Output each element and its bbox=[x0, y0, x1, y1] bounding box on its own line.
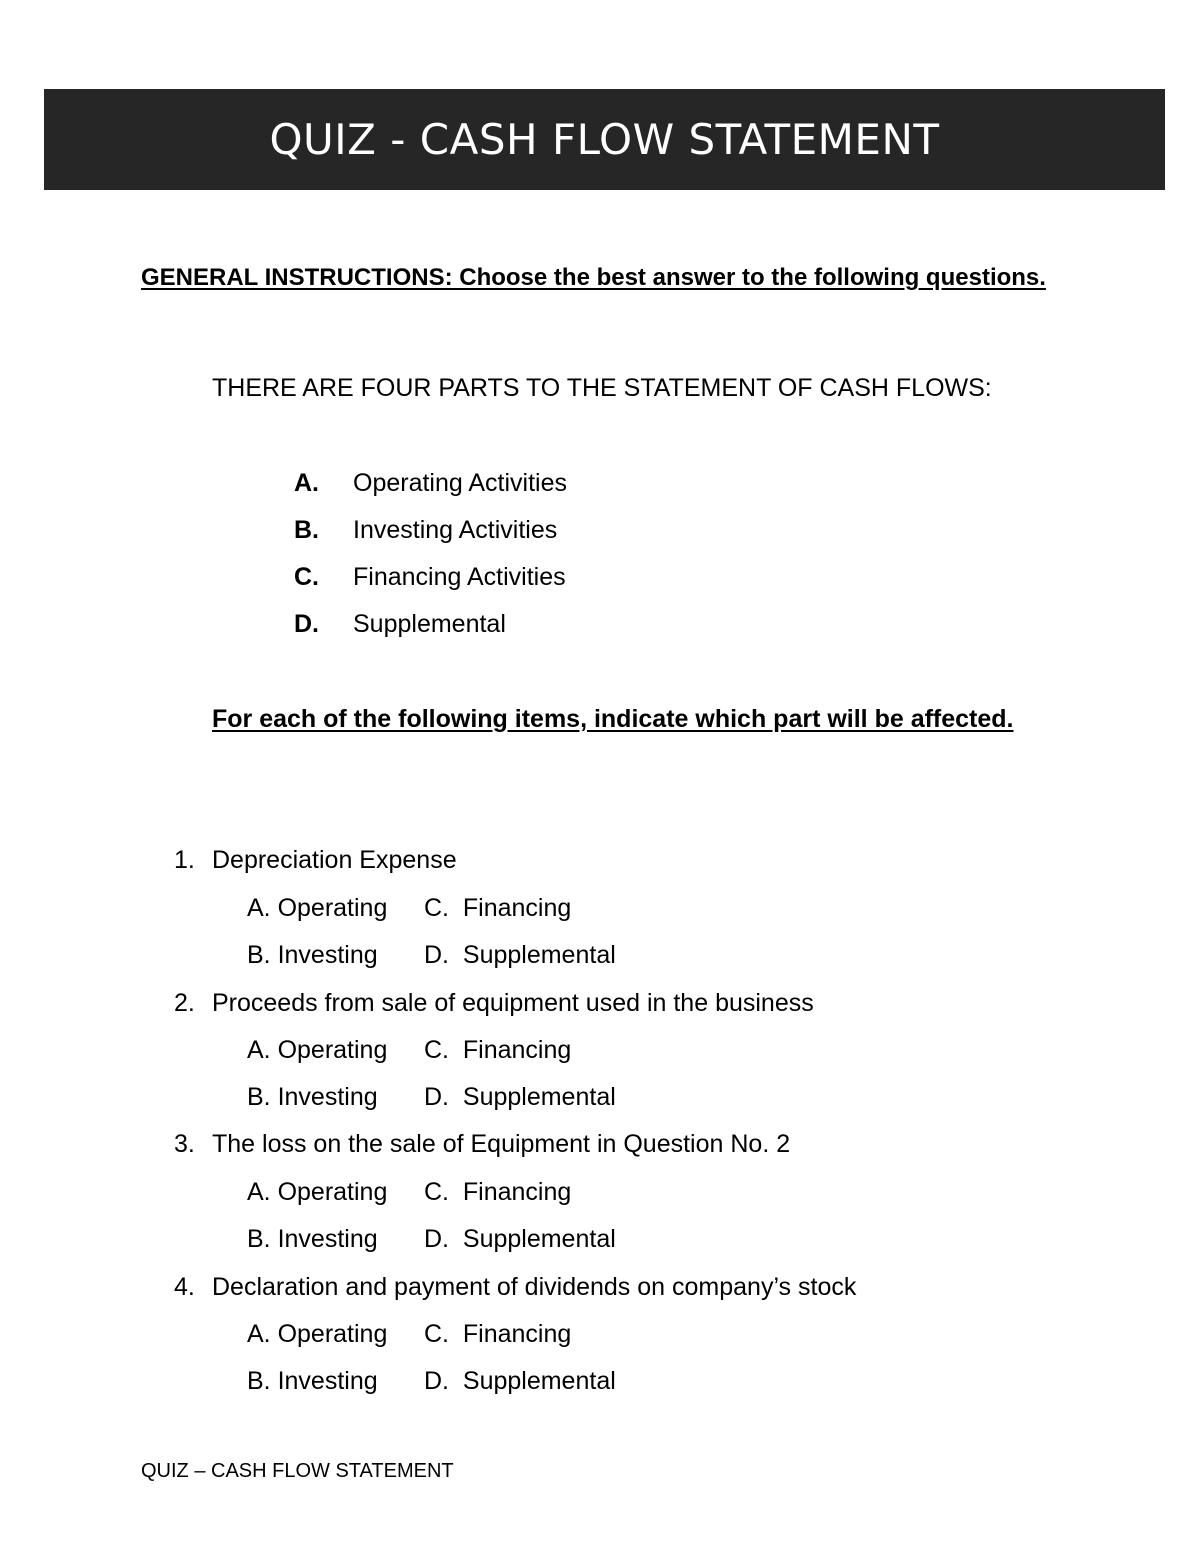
choice-c[interactable]: C. Financing bbox=[424, 894, 572, 922]
choice-row bbox=[247, 1311, 571, 1358]
part-letter: A. bbox=[294, 469, 319, 497]
choice-d[interactable]: D. Supplemental bbox=[424, 1367, 616, 1395]
part-label: Operating Activities bbox=[353, 469, 567, 497]
question-number: 2. bbox=[174, 989, 195, 1017]
choice-d[interactable]: D. Supplemental bbox=[424, 1225, 616, 1253]
choice-b[interactable]: B. Investing bbox=[247, 941, 378, 969]
part-letter: B. bbox=[294, 516, 319, 544]
choice-b[interactable]: B. Investing bbox=[247, 1367, 378, 1395]
choice-b[interactable]: B. Investing bbox=[247, 1225, 378, 1253]
parts-list bbox=[294, 460, 567, 648]
part-letter: C. bbox=[294, 563, 319, 591]
choice-row bbox=[247, 1027, 571, 1074]
question-text: Proceeds from sale of equipment used in the business bbox=[212, 989, 814, 1017]
choice-a[interactable]: A. Operating bbox=[247, 1178, 388, 1206]
part-item bbox=[294, 460, 567, 507]
choice-c[interactable]: C. Financing bbox=[424, 1036, 572, 1064]
part-label: Supplemental bbox=[353, 610, 506, 638]
choice-c[interactable]: C. Financing bbox=[424, 1178, 572, 1206]
part-item bbox=[294, 601, 567, 648]
choice-c[interactable]: C. Financing bbox=[424, 1320, 572, 1348]
part-item bbox=[294, 554, 567, 601]
question-number: 1. bbox=[174, 846, 195, 874]
general-instructions: GENERAL INSTRUCTIONS: Choose the best answer to the following questions. bbox=[141, 264, 1046, 291]
page-footer: QUIZ – CASH FLOW STATEMENT bbox=[141, 1460, 454, 1482]
choice-d[interactable]: D. Supplemental bbox=[424, 1083, 616, 1111]
choice-a[interactable]: A. Operating bbox=[247, 894, 388, 922]
question-number: 3. bbox=[174, 1130, 195, 1158]
part-label: Financing Activities bbox=[353, 563, 566, 591]
choice-row bbox=[247, 1169, 571, 1216]
choice-a[interactable]: A. Operating bbox=[247, 1036, 388, 1064]
question-4 bbox=[174, 1264, 856, 1311]
choice-a[interactable]: A. Operating bbox=[247, 1320, 388, 1348]
question-text: The loss on the sale of Equipment in Question No. 2 bbox=[212, 1130, 791, 1158]
choice-row bbox=[247, 1358, 616, 1405]
choice-row bbox=[247, 1074, 616, 1121]
part-label: Investing Activities bbox=[353, 516, 558, 544]
choice-row bbox=[247, 1216, 616, 1263]
part-item bbox=[294, 507, 567, 554]
choice-b[interactable]: B. Investing bbox=[247, 1083, 378, 1111]
question-text: Declaration and payment of dividends on company’s stock bbox=[212, 1273, 857, 1301]
question-text: Depreciation Expense bbox=[212, 846, 457, 874]
part-letter: D. bbox=[294, 610, 319, 638]
question-1 bbox=[174, 837, 457, 884]
parts-heading: THERE ARE FOUR PARTS TO THE STATEMENT OF CASH FLOWS: bbox=[212, 374, 992, 402]
direction-text: For each of the following items, indicate which part will be affected. bbox=[212, 705, 1014, 733]
choice-d[interactable]: D. Supplemental bbox=[424, 941, 616, 969]
title-banner bbox=[44, 89, 1165, 190]
question-2 bbox=[174, 980, 814, 1027]
choice-row bbox=[247, 932, 616, 979]
question-3 bbox=[174, 1121, 790, 1168]
question-number: 4. bbox=[174, 1273, 195, 1301]
choice-row bbox=[247, 885, 571, 932]
page-title: QUIZ - CASH FLOW STATEMENT bbox=[269, 115, 940, 164]
